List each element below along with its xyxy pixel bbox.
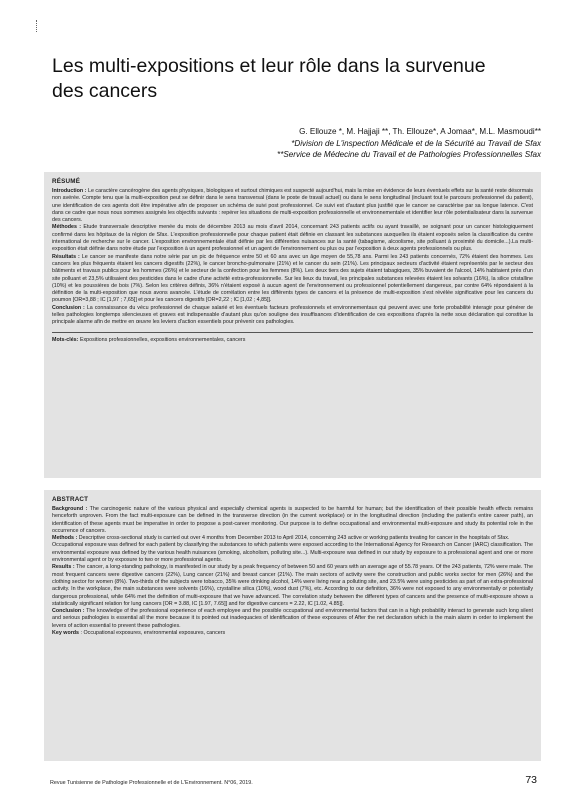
- resume-divider: [52, 332, 533, 333]
- journal-footer: Revue Tunisienne de Pathologie Professionnelle et de L'Environnement. N°06, 2019.: [50, 780, 253, 786]
- resume-conclusion: [52, 305, 533, 327]
- affiliation-1: *Division de L'inspection Médicale et de la Sécurité au Travail de Sfax: [291, 138, 541, 148]
- abstract-methods-text: Descriptive cross-sectional study is carried out over 4 months from December 2013 to April 2014, concerning 243 active or working patients treating for cancer in the hospitals of Sfax.: [78, 535, 510, 542]
- keywords-text: Expositions professionnelles, expositions environnementales, cancers: [79, 336, 246, 343]
- abstract-results-label: Results :: [52, 564, 75, 571]
- intro-text: Le caractère cancérogène des agents physiques, biologiques et surtout chimiques est suspecté aujourd'hui, mais la mise en évidence de leurs éventuels effets sur la santé reste désormais non avérée. Compte tenu que la multi-exposition peut se définir dans le sens transversal (dans le poste de travail actuel) ou dans le sens longitudinal (incluant tout le parcours professionnel du patient), une identification de ces agents doit être impérative afin de proposer un schéma de suivi post professionnel. Ce suivi est d'autant plus justifié que le cancer se caractérise par sa longue latence. C'est dans ce cadre que nous nous sommes assignés les objectifs suivants : repérer les situations de multi-exposition professionnelle et environnementale et identifier leur rôle potentialisateur dans la survenue des cancers.: [52, 188, 533, 224]
- keywords-label: Mots-clés:: [52, 336, 79, 343]
- abstract-methods: [52, 535, 533, 542]
- background-text: The carcinogenic nature of the various physical and especially chemical agents is suspected to be harmful for human; but the identification of their possible health effects remains henceforth unproven. From the fact multi-exposure can be defined in the transverse direction (in the current workplace) or in the longitudinal direction (including the patient's entire career path), an identification of these agents must be imperative in order to propose a post-career monitoring. Our purpose is to define occupational and environmental multi-exposure and study its potential role in the occurrence of cancers.: [52, 506, 533, 534]
- abstract-methods-label: Methods :: [52, 535, 78, 542]
- abstract-keywords-label: Key words: [52, 630, 80, 637]
- results-label: Résultats :: [52, 253, 80, 260]
- abstract-heading: ABSTRACT: [52, 496, 89, 503]
- conclusion-text: La connaissance du vécu professionnel de chaque salarié et les éventuels facteurs professionnels et environnementaux qui peuvent avec une forte probabilité interagir pour générer de telles pathologies longtemps silencieuses et graves est indispensable d'autant plus qu'on souligne des insuffisances d'identification de ces expositions d'après la nette sous déclaration qui constitue la principale alarme afin de mettre en œuvre les leviers d'action essentiels pour prévenir ces pathologies.: [52, 304, 533, 326]
- article-title: Les multi-expositions et leur rôle dans la survenue des cancers: [52, 55, 486, 102]
- resume-methods: [52, 224, 533, 253]
- abstract-background: [52, 506, 533, 535]
- abstract-keywords: [52, 630, 533, 637]
- abstract-box: [44, 490, 541, 761]
- methods-text: Etude transversale descriptive menée du mois de décembre 2013 au mois d'avril 2014, concernant 243 patients actifs ou ayant travaillé, se soignant pour un cancer histologiquement confirmé dans les hôpitaux de la région de Sfax. L'exposition professionnelle pour chaque patient était définie en classant les substances auxquelles ils étaient exposés selon la classification du centre international de recherche sur le cancer. L'exposition environnementale était définie par les différentes nuisances sur la santé (tabagisme, alcoolisme, site polluant à proximité du domicile...).La multi-exposition était définie dans notre étude par l'exposition à un agent professionnel et un agent de l'environnement ou plus ou par l'exposition à deux agents professionnels ou plus.: [52, 224, 533, 253]
- resume-keywords: [52, 337, 533, 344]
- intro-label: Introduction :: [52, 188, 87, 194]
- abstract-conclusion-label: Conclusion :: [52, 608, 85, 615]
- results-text: Le cancer se manifeste dans notre série par un pic de fréquence entre 50 et 60 ans avec un âge moyen de 55,78 ans. Parmi les 243 patients concernés, 72% étaient des hommes. Les cancers les plus fréquents étaient les cancers digestifs (22%), le cancer broncho-pulmonaire (21%) et le cancer du sein (21%). Les principaux secteurs d'activité étaient représentés par le secteur des bâtiments et travaux publics pour les hommes (26%) et le secteur de la confection pour les femmes (8%). Les deux tiers des sujets étaient tabagiques, 35% buvaient de l'alcool, 14% habitaient près d'un site polluant et 23,5% utilisaient des pesticides dans le cadre d'une activité extra-professionnelle. Sur les lieux du travail, les principales substances relevées étaient les solvants (16%), la silice cristalline (10%) et les poussières de bois (7%). Selon les critères définis, 36% n'étaient exposé à aucun agent de l'environnement ou professionnel potentiellement dangereux, par contre 64% répondaient à la définition de la multi-exposition que nous avons avancée. L'étude de corrélation entre les différents types de cancers et la présence de multi-exposition s'est révélée significative pour les cancers du poumon [OR=3,88 ; IC [1,97 ; 7,65]] et pour les cancers digestifs [OR=2,22 ; IC [1,02 ; 4,85]].: [52, 253, 533, 304]
- abstract-results-text: The cancer, a long-standing pathology, is manifested in our study by a peak frequency of between 50 and 60 years with an average age of 55.78 years. Of the 243 patients, 72% were male. The most frequent cancers were digestive cancers (22%), Lung cancer (21%) and breast cancer (21%). The main sectors of activity were the construction and public works sector for men (26%) and the clothing sector for women (8%). Two-thirds of the subjects were tobacco, 35% were drinking alcohol, 14% were living near a polluting site, and 23.5% were using pesticides as part of an extra-professional activity. In the workplace, the main substances were solvents (16%), crystalline silica (10%), wood dust (7%), etc. According to our definition, 36% were not exposed to any environmentally or potentially dangerous professional, while 64% met the definition of multi-exposure that we have advanced. The correlation study between the different types of cancers and the presence of multi-exposure shows a statistically significant relation for lung cancers [OR = 3.88, IC [1.97, 7.65]] and for digestive cancers = 2.22, IC [1.02, 4.85]].: [52, 564, 534, 607]
- conclusion-label: Conclusion :: [52, 304, 85, 311]
- resume-results: [52, 254, 533, 305]
- abstract-keywords-text: : Occupational exposures, environmental exposures, cancers: [80, 630, 226, 637]
- author-names: G. Ellouze *, M. Hajjaji **, Th. Ellouze*, A Jomaa*, M.L. Masmoudi**: [299, 127, 541, 136]
- abstract-methods-2: Occupational exposure was defined for each patient by classifying the substances to which patients were exposed according to the International Agency for Research on Cancer (IARC) classification. The environmental exposure was defined by the various health nuisances (smoking, alcoholism, polluting site...). Multi-exposure was defined in our study by exposure to a professional agent and one or more environmental agent or by exposure to two or more professional agents.: [52, 542, 533, 564]
- resume-heading: RÉSUMÉ: [52, 178, 81, 185]
- resume-introduction: [52, 188, 533, 224]
- page-number: 73: [525, 774, 537, 786]
- abstract-conclusion-text: The knowledge of the professional experience of each employee and the possible occupational and environmental factors that can in a high probability interact to generate such long silent and serious pathologies is essential all the more because it is pointed out inadequacies of identification of these exposures of After the net declaration which is the main alarm in order to implement the levers of action essential to prevent these pathologies.: [52, 608, 534, 629]
- author-block: [277, 126, 541, 161]
- background-label: Background :: [52, 506, 88, 512]
- affiliation-2: **Service de Médecine du Travail et de Pathologies Professionnelles Sfax: [277, 150, 541, 159]
- methods-label: Méthodes :: [52, 224, 82, 231]
- margin-dotted-marker: [36, 20, 37, 32]
- abstract-results: [52, 564, 533, 608]
- abstract-conclusion: [52, 608, 533, 630]
- resume-box: [44, 172, 541, 478]
